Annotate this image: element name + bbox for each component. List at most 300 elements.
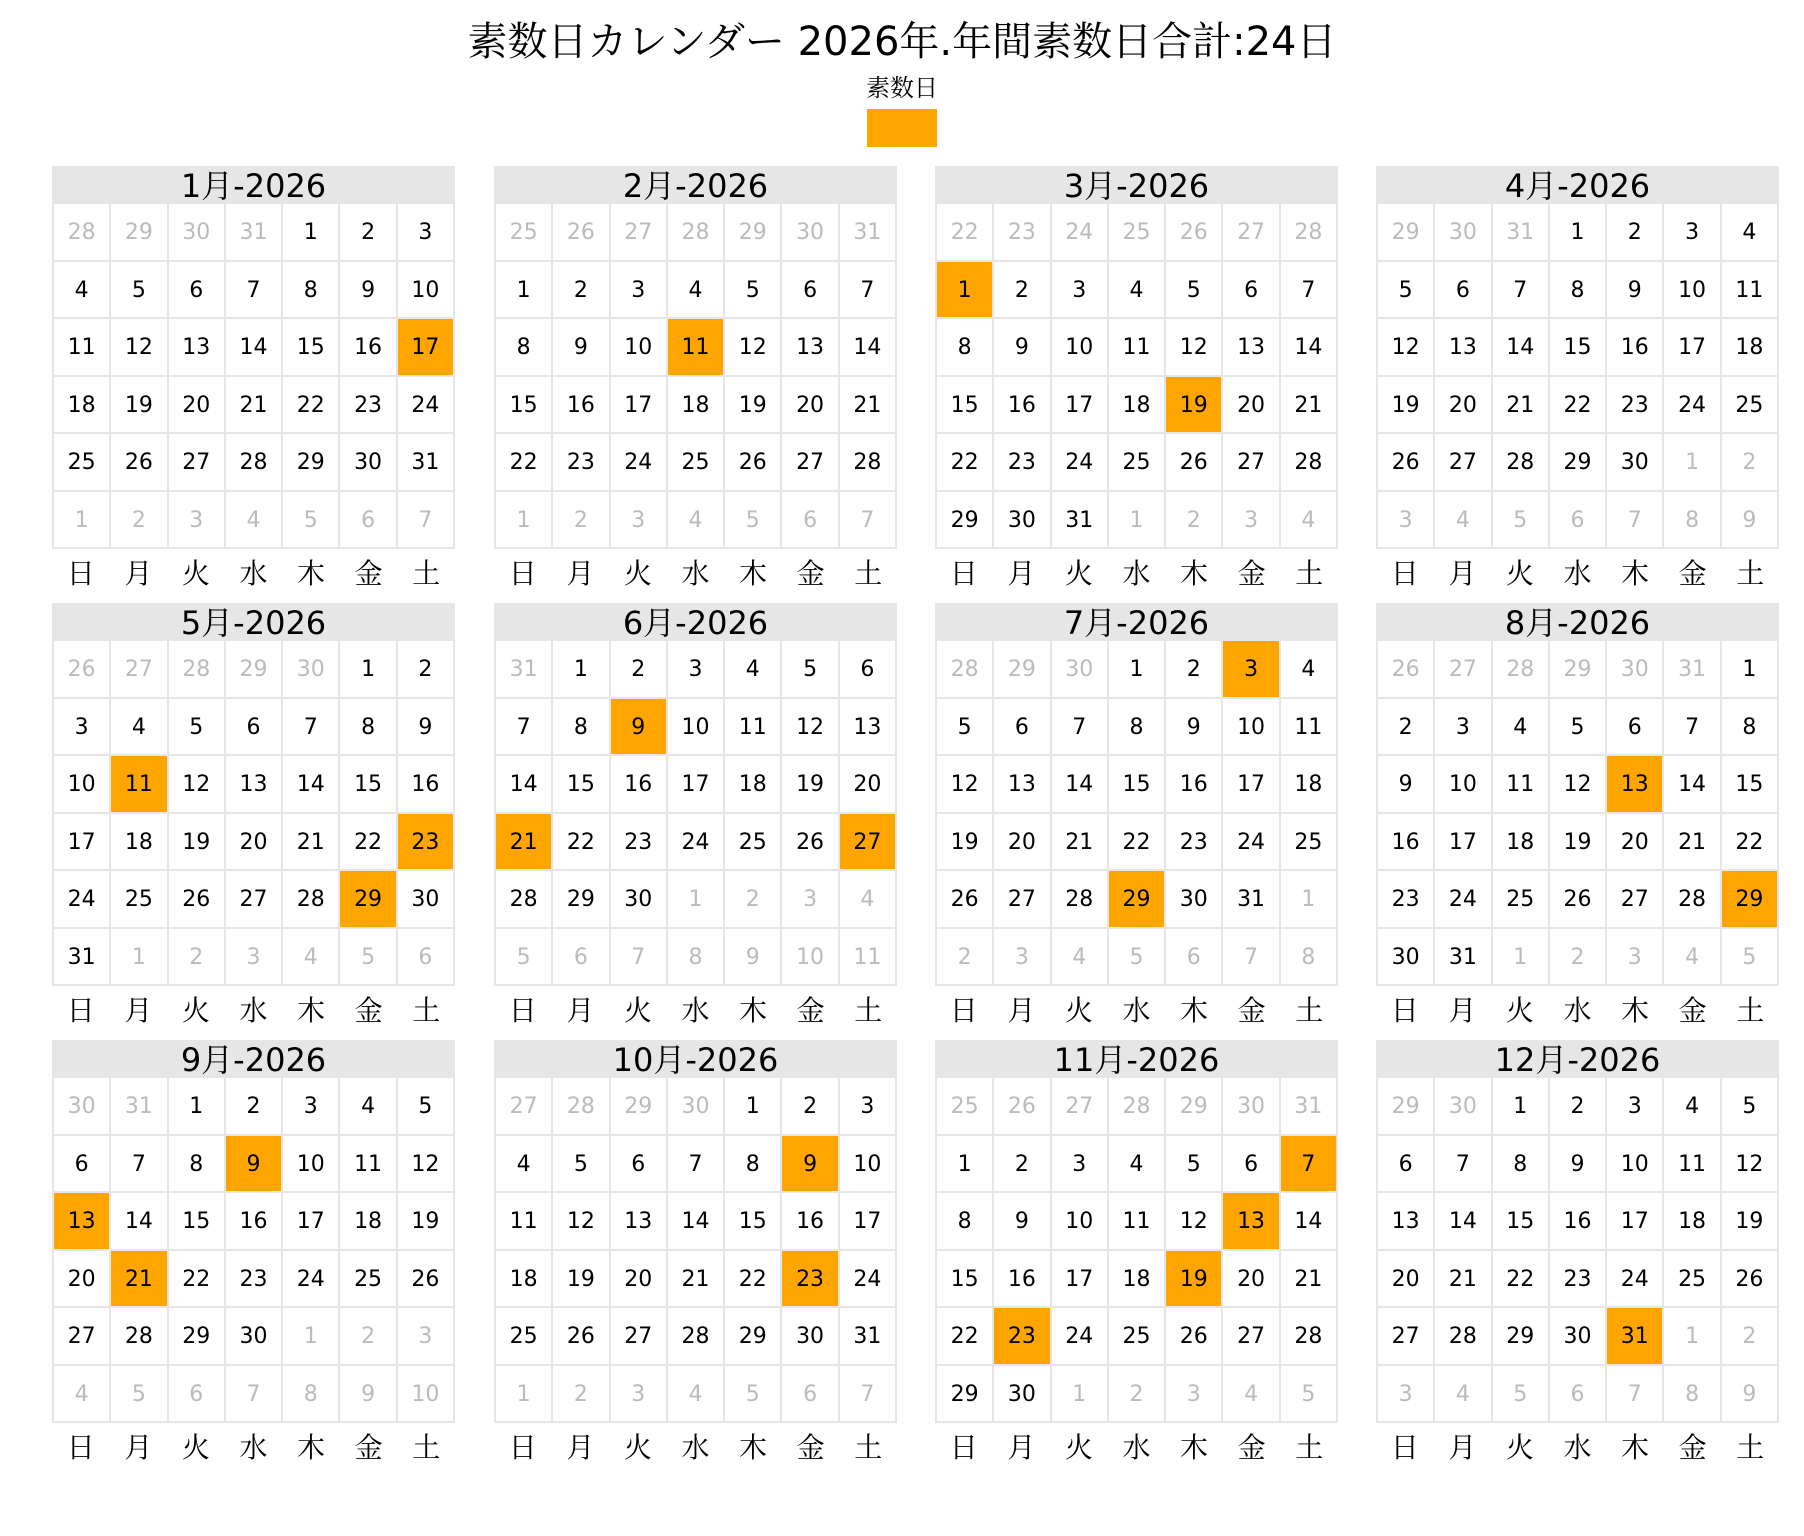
day-cell: 25 [340,1251,397,1309]
day-cell: 16 [782,1193,839,1251]
weekday-label: 金 [1678,1431,1707,1464]
day-cell: 27 [611,1308,668,1366]
adjacent-month-day-cell: 6 [782,492,839,550]
weekday-label: 金 [796,557,825,590]
adjacent-month-day-cell: 6 [1166,929,1223,987]
adjacent-month-day-cell: 1 [496,492,553,550]
day-cell: 1 [1493,1078,1550,1136]
day-cell: 27 [994,871,1051,929]
day-cell: 26 [1166,434,1223,492]
weekday-label: 火 [1064,1431,1093,1464]
adjacent-month-day-cell: 7 [398,492,455,550]
day-cell: 18 [1722,319,1779,377]
weekday-label: 水 [681,994,710,1027]
weekday-label: 水 [1563,557,1592,590]
day-cell: 8 [169,1136,226,1194]
weekday-label: 火 [623,994,652,1027]
day-cell: 4 [1722,204,1779,262]
adjacent-month-day-cell: 1 [1664,434,1721,492]
adjacent-month-day-cell: 30 [782,204,839,262]
adjacent-month-day-cell: 4 [283,929,340,987]
adjacent-month-day-cell: 4 [668,1366,725,1424]
adjacent-month-day-cell: 31 [1493,204,1550,262]
month-header: 3月-2026 [935,166,1338,204]
day-cell: 31 [398,434,455,492]
prime-day-cell: 23 [782,1251,839,1309]
day-cell: 6 [169,262,226,320]
day-cell: 15 [1109,756,1166,814]
adjacent-month-day-cell: 28 [937,641,994,699]
weekday-label: 木 [297,994,326,1027]
weekday-label: 日 [66,994,95,1027]
day-cell: 11 [496,1193,553,1251]
day-cell: 12 [553,1193,610,1251]
weekday-label: 日 [66,1431,95,1464]
day-cell: 22 [169,1251,226,1309]
weekday-label: 水 [1122,1431,1151,1464]
day-cell: 10 [1052,1193,1109,1251]
adjacent-month-day-cell: 1 [1281,871,1338,929]
day-cell: 1 [937,1136,994,1194]
day-cell: 28 [1052,871,1109,929]
day-cell: 3 [1052,262,1109,320]
day-cell: 2 [553,262,610,320]
day-cell: 28 [1281,434,1338,492]
chart-title: 素数日カレンダー 2026年.年間素数日合計:24日 [467,19,1337,65]
month-calendar [52,166,455,591]
day-cell: 25 [1493,871,1550,929]
adjacent-month-day-cell: 5 [725,492,782,550]
day-cell: 15 [553,756,610,814]
adjacent-month-day-cell: 8 [1281,929,1338,987]
day-cell: 31 [1435,929,1492,987]
day-cell: 10 [668,699,725,757]
month-header: 11月-2026 [935,1040,1338,1078]
prime-day-cell: 11 [111,756,168,814]
weekday-label: 水 [681,1431,710,1464]
adjacent-month-day-cell: 28 [553,1078,610,1136]
day-cell: 12 [937,756,994,814]
adjacent-month-day-cell: 3 [226,929,283,987]
day-cell: 25 [1664,1251,1721,1309]
adjacent-month-day-cell: 30 [1052,641,1109,699]
prime-day-cell: 17 [398,319,455,377]
day-cell: 14 [1281,319,1338,377]
day-cell: 27 [226,871,283,929]
day-cell: 9 [1166,699,1223,757]
day-cell: 12 [1550,756,1607,814]
adjacent-month-day-cell: 4 [840,871,897,929]
adjacent-month-day-cell: 28 [169,641,226,699]
day-cell: 28 [840,434,897,492]
day-cell: 2 [994,262,1051,320]
day-cell: 14 [1664,756,1721,814]
day-cell: 15 [169,1193,226,1251]
legend [0,72,1804,147]
weekday-label: 月 [566,1431,595,1464]
weekday-label: 木 [1621,557,1650,590]
weekday-label: 金 [354,994,383,1027]
day-cell: 5 [398,1078,455,1136]
day-cell: 14 [1435,1193,1492,1251]
weekday-label: 木 [297,557,326,590]
adjacent-month-day-cell: 26 [994,1078,1051,1136]
weekday-labels [52,1431,455,1465]
day-cell: 24 [668,814,725,872]
weekday-label: 日 [1390,557,1419,590]
day-cell: 27 [782,434,839,492]
adjacent-month-day-cell: 6 [398,929,455,987]
weekday-label: 水 [1122,994,1151,1027]
day-cell: 18 [725,756,782,814]
day-cell: 4 [111,699,168,757]
day-grid [52,204,455,549]
weekday-label: 木 [1621,994,1650,1027]
adjacent-month-day-cell: 24 [1052,204,1109,262]
weekday-label: 水 [681,557,710,590]
legend-label: 素数日 [866,74,938,102]
weekday-label: 日 [949,1431,978,1464]
adjacent-month-day-cell: 3 [611,492,668,550]
day-cell: 13 [169,319,226,377]
month-calendar [935,603,1338,1028]
weekday-label: 火 [623,557,652,590]
month-header: 10月-2026 [494,1040,897,1078]
adjacent-month-day-cell: 31 [840,204,897,262]
weekday-label: 火 [1505,557,1534,590]
day-cell: 3 [1607,1078,1664,1136]
adjacent-month-day-cell: 27 [1435,641,1492,699]
day-cell: 2 [398,641,455,699]
day-cell: 5 [553,1136,610,1194]
day-cell: 11 [1281,699,1338,757]
day-cell: 24 [398,377,455,435]
day-cell: 26 [1722,1251,1779,1309]
day-cell: 15 [1722,756,1779,814]
day-cell: 1 [340,641,397,699]
day-cell: 21 [840,377,897,435]
day-cell: 3 [668,641,725,699]
weekday-label: 火 [181,1431,210,1464]
day-cell: 18 [1109,1251,1166,1309]
month-calendar [935,1040,1338,1465]
adjacent-month-day-cell: 1 [1109,492,1166,550]
day-cell: 14 [226,319,283,377]
day-cell: 31 [54,929,111,987]
day-cell: 15 [937,1251,994,1309]
day-cell: 24 [1435,871,1492,929]
adjacent-month-day-cell: 2 [1109,1366,1166,1424]
day-cell: 11 [1722,262,1779,320]
day-cell: 11 [1664,1136,1721,1194]
day-cell: 7 [1493,262,1550,320]
adjacent-month-day-cell: 2 [169,929,226,987]
day-cell: 23 [1378,871,1435,929]
day-cell: 15 [340,756,397,814]
day-cell: 21 [1052,814,1109,872]
weekday-label: 金 [1678,557,1707,590]
day-cell: 6 [1223,262,1280,320]
day-cell: 5 [111,262,168,320]
day-cell: 1 [1722,641,1779,699]
day-cell: 30 [782,1308,839,1366]
day-cell: 5 [937,699,994,757]
day-grid [494,1078,897,1423]
day-cell: 23 [226,1251,283,1309]
day-cell: 14 [1493,319,1550,377]
day-cell: 9 [994,1193,1051,1251]
day-cell: 5 [1722,1078,1779,1136]
day-cell: 24 [611,434,668,492]
adjacent-month-day-cell: 3 [1607,929,1664,987]
weekday-labels [935,994,1338,1028]
day-cell: 4 [668,262,725,320]
prime-day-cell: 19 [1166,1251,1223,1309]
weekday-label: 木 [1180,1431,1209,1464]
adjacent-month-day-cell: 11 [840,929,897,987]
prime-day-cell: 13 [1607,756,1664,814]
day-cell: 25 [1109,434,1166,492]
day-cell: 27 [54,1308,111,1366]
day-cell: 8 [1109,699,1166,757]
day-cell: 30 [1550,1308,1607,1366]
day-cell: 1 [553,641,610,699]
adjacent-month-day-cell: 3 [169,492,226,550]
day-cell: 7 [111,1136,168,1194]
prime-day-cell: 13 [54,1193,111,1251]
day-cell: 28 [283,871,340,929]
day-cell: 21 [1281,377,1338,435]
weekday-label: 火 [181,557,210,590]
weekday-label: 木 [739,994,768,1027]
day-cell: 22 [553,814,610,872]
day-cell: 8 [1550,262,1607,320]
day-cell: 22 [283,377,340,435]
day-cell: 9 [1550,1136,1607,1194]
adjacent-month-day-cell: 1 [496,1366,553,1424]
day-cell: 19 [111,377,168,435]
day-cell: 15 [1550,319,1607,377]
weekday-label: 月 [1448,1431,1477,1464]
prime-day-cell: 9 [226,1136,283,1194]
weekday-label: 水 [239,557,268,590]
day-cell: 14 [668,1193,725,1251]
legend-swatch [867,109,937,147]
day-cell: 13 [994,756,1051,814]
day-cell: 19 [553,1251,610,1309]
weekday-label: 金 [796,1431,825,1464]
weekday-label: 木 [739,1431,768,1464]
adjacent-month-day-cell: 28 [54,204,111,262]
prime-day-cell: 29 [1109,871,1166,929]
adjacent-month-day-cell: 25 [496,204,553,262]
month-calendar [494,1040,897,1465]
weekday-label: 日 [508,557,537,590]
day-cell: 24 [1223,814,1280,872]
month-header: 8月-2026 [1376,603,1779,641]
adjacent-month-day-cell: 3 [398,1308,455,1366]
adjacent-month-day-cell: 6 [1550,1366,1607,1424]
adjacent-month-day-cell: 2 [1550,929,1607,987]
adjacent-month-day-cell: 3 [994,929,1051,987]
adjacent-month-day-cell: 2 [553,1366,610,1424]
day-cell: 28 [226,434,283,492]
day-grid [1376,641,1779,986]
adjacent-month-day-cell: 9 [725,929,782,987]
day-cell: 2 [340,204,397,262]
weekday-label: 日 [1390,994,1419,1027]
day-cell: 8 [1493,1136,1550,1194]
weekday-label: 日 [1390,1431,1419,1464]
day-cell: 7 [496,699,553,757]
day-cell: 30 [1378,929,1435,987]
month-header: 6月-2026 [494,603,897,641]
day-cell: 6 [1223,1136,1280,1194]
day-cell: 2 [782,1078,839,1136]
weekday-label: 月 [566,994,595,1027]
day-cell: 11 [54,319,111,377]
adjacent-month-day-cell: 10 [398,1366,455,1424]
weekday-label: 水 [1122,557,1151,590]
adjacent-month-day-cell: 5 [111,1366,168,1424]
adjacent-month-day-cell: 27 [111,641,168,699]
month-calendar [935,166,1338,591]
day-cell: 16 [553,377,610,435]
day-cell: 29 [553,871,610,929]
day-cell: 10 [1664,262,1721,320]
day-cell: 30 [994,1366,1051,1424]
day-cell: 3 [1664,204,1721,262]
day-cell: 4 [496,1136,553,1194]
adjacent-month-day-cell: 30 [1435,1078,1492,1136]
weekday-labels [52,557,455,591]
day-cell: 26 [782,814,839,872]
day-cell: 28 [1435,1308,1492,1366]
weekday-labels [935,1431,1338,1465]
month-header: 7月-2026 [935,603,1338,641]
prime-day-cell: 27 [840,814,897,872]
day-cell: 21 [1664,814,1721,872]
weekday-label: 金 [1237,994,1266,1027]
adjacent-month-day-cell: 10 [782,929,839,987]
day-grid [1376,1078,1779,1423]
day-cell: 4 [725,641,782,699]
day-cell: 3 [611,262,668,320]
day-cell: 24 [283,1251,340,1309]
weekday-label: 木 [1621,1431,1650,1464]
day-cell: 11 [1109,319,1166,377]
adjacent-month-day-cell: 7 [1223,929,1280,987]
day-cell: 22 [725,1251,782,1309]
weekday-label: 土 [854,557,883,590]
weekday-label: 火 [1505,994,1534,1027]
day-cell: 29 [283,434,340,492]
day-cell: 12 [782,699,839,757]
day-cell: 5 [782,641,839,699]
day-cell: 24 [1052,1308,1109,1366]
day-cell: 7 [1281,262,1338,320]
prime-day-cell: 21 [496,814,553,872]
day-cell: 12 [169,756,226,814]
adjacent-month-day-cell: 23 [994,204,1051,262]
day-cell: 24 [1052,434,1109,492]
weekday-labels [1376,994,1779,1028]
adjacent-month-day-cell: 3 [1166,1366,1223,1424]
day-cell: 23 [1166,814,1223,872]
day-cell: 30 [994,492,1051,550]
day-cell: 18 [1281,756,1338,814]
month-calendar [494,603,897,1028]
day-cell: 16 [398,756,455,814]
weekday-label: 火 [181,994,210,1027]
weekday-label: 金 [1678,994,1707,1027]
adjacent-month-day-cell: 6 [782,1366,839,1424]
adjacent-month-day-cell: 5 [496,929,553,987]
day-cell: 28 [1493,434,1550,492]
adjacent-month-day-cell: 27 [496,1078,553,1136]
weekday-label: 土 [854,1431,883,1464]
weekday-labels [494,1431,897,1465]
day-cell: 25 [54,434,111,492]
day-cell: 28 [1664,871,1721,929]
day-cell: 20 [1223,1251,1280,1309]
weekday-label: 日 [949,557,978,590]
adjacent-month-day-cell: 2 [937,929,994,987]
adjacent-month-day-cell: 7 [840,492,897,550]
day-cell: 8 [725,1136,782,1194]
day-cell: 25 [1722,377,1779,435]
day-cell: 17 [1052,1251,1109,1309]
day-cell: 14 [840,319,897,377]
day-cell: 16 [226,1193,283,1251]
prime-day-cell: 7 [1281,1136,1338,1194]
adjacent-month-day-cell: 30 [1607,641,1664,699]
day-cell: 4 [1664,1078,1721,1136]
day-cell: 8 [1722,699,1779,757]
day-cell: 17 [611,377,668,435]
day-cell: 23 [553,434,610,492]
weekday-label: 金 [796,994,825,1027]
day-cell: 28 [1281,1308,1338,1366]
day-cell: 7 [226,262,283,320]
weekday-labels [1376,557,1779,591]
weekday-label: 土 [1295,557,1324,590]
day-cell: 10 [283,1136,340,1194]
day-cell: 16 [1166,756,1223,814]
adjacent-month-day-cell: 5 [283,492,340,550]
day-cell: 5 [1378,262,1435,320]
day-cell: 2 [1607,204,1664,262]
weekday-label: 日 [66,557,95,590]
day-cell: 13 [1378,1193,1435,1251]
day-cell: 12 [1166,319,1223,377]
day-cell: 15 [283,319,340,377]
adjacent-month-day-cell: 22 [937,204,994,262]
adjacent-month-day-cell: 29 [725,204,782,262]
adjacent-month-day-cell: 2 [111,492,168,550]
day-cell: 14 [496,756,553,814]
month-calendar [1376,1040,1779,1465]
weekday-label: 土 [1736,994,1765,1027]
adjacent-month-day-cell: 28 [1493,641,1550,699]
adjacent-month-day-cell: 7 [226,1366,283,1424]
day-cell: 17 [1435,814,1492,872]
adjacent-month-day-cell: 2 [725,871,782,929]
adjacent-month-day-cell: 1 [1664,1308,1721,1366]
day-cell: 31 [840,1308,897,1366]
adjacent-month-day-cell: 4 [1435,492,1492,550]
day-cell: 7 [1664,699,1721,757]
